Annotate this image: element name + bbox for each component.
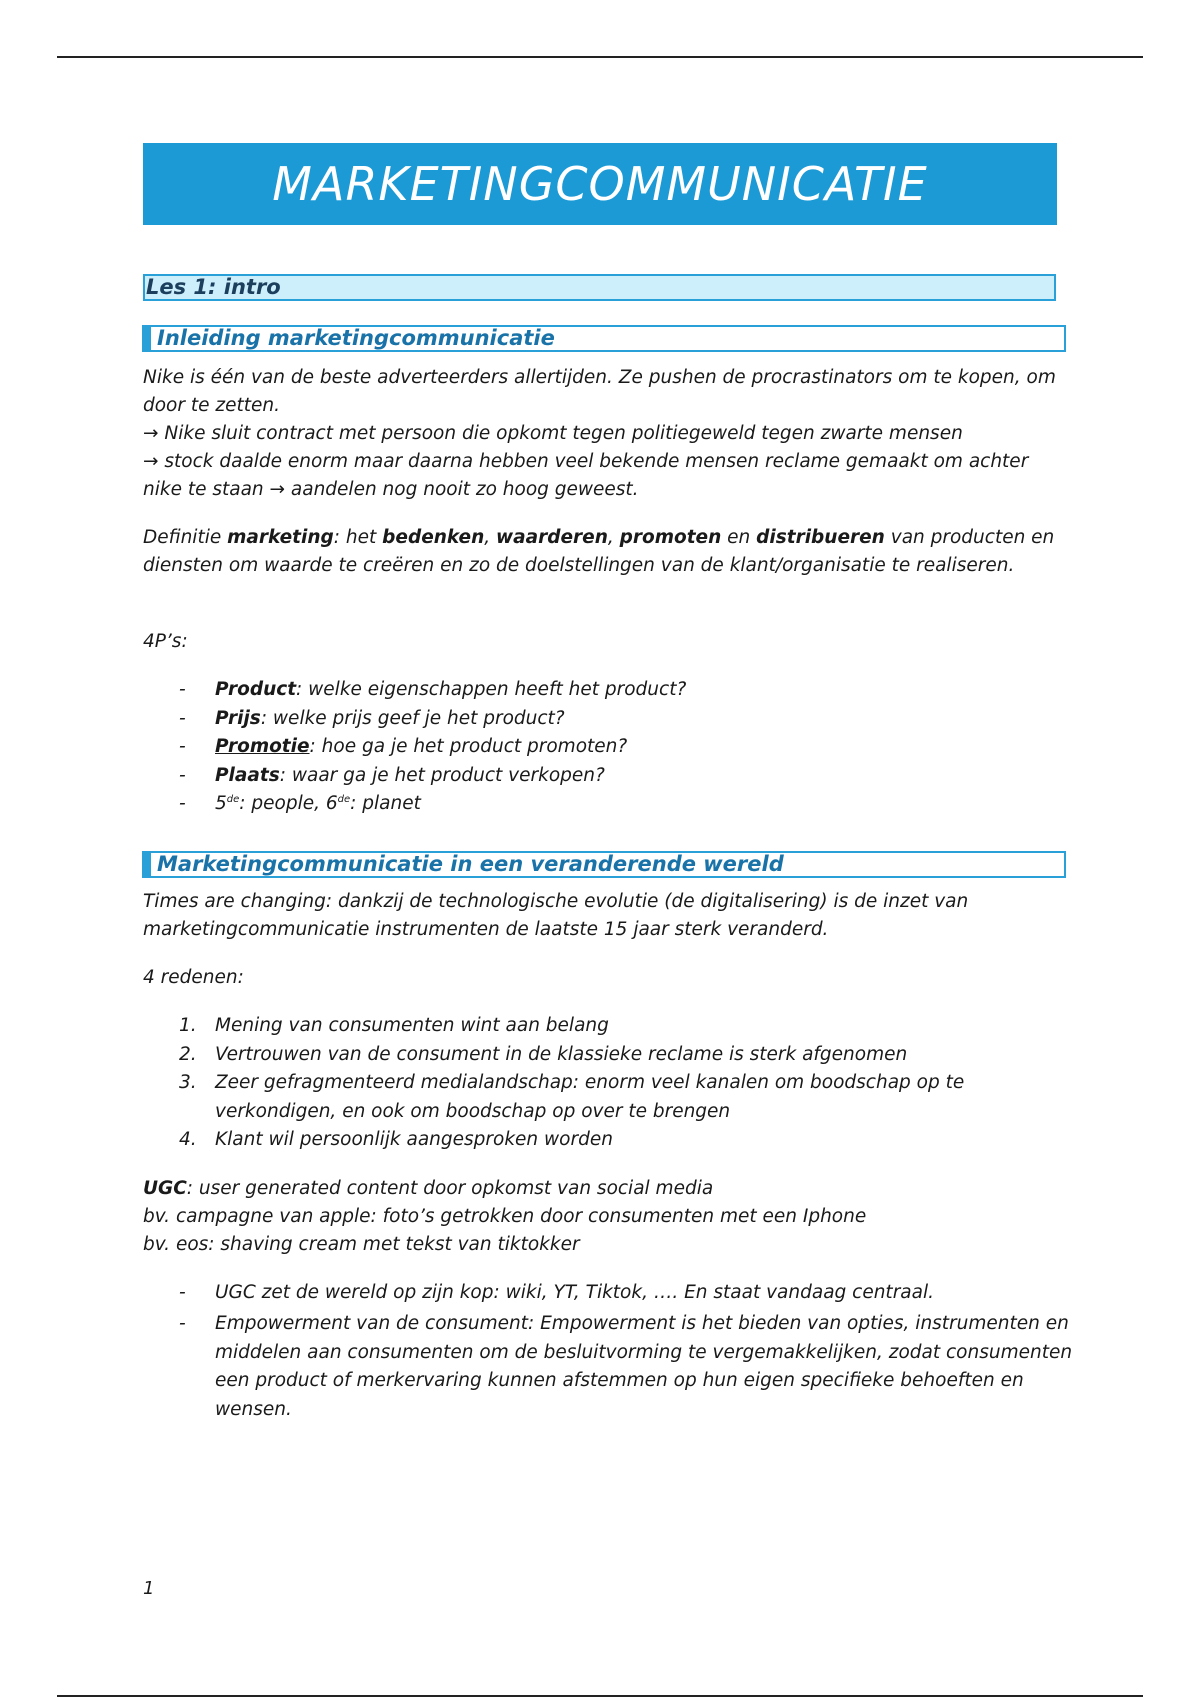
paragraph: → Nike sluit contract met persoon die opkomt tegen politiegeweld tegen zwarte mensen bbox=[143, 423, 963, 444]
lesson-heading: Les 1: intro bbox=[143, 274, 1056, 301]
list-item: - Promotie: hoe ga je het product promoten? bbox=[179, 736, 628, 757]
ps-list bbox=[143, 676, 1073, 819]
list-item: - Plaats: waar ga je het product verkopen? bbox=[179, 764, 605, 786]
paragraph: bv. eos: shaving cream met tekst van tiktokker bbox=[143, 1233, 580, 1255]
list-item: - Product: welke eigenschappen heeft het product? bbox=[179, 679, 687, 700]
definition-paragraph: Definitie marketing: het bedenken, waarderen, promoten en distribueren van producten en diensten om waarde te creëren en zo de doelstellingen van de klant/organisatie te realiseren. bbox=[143, 527, 1055, 576]
list-item: - 5de: people, 6de: planet bbox=[179, 793, 421, 814]
reasons-label: 4 redenen: bbox=[143, 967, 244, 988]
list-item: - Empowerment van de consument: Empowerment is het bieden van opties, instrumenten en middelen aan consumenten om de besluitvorming te vergemakkelijken, zodat consumenten een product of merkervaring kunnen afstemmen op hun eigen specifieke behoeften en wensen. bbox=[179, 1313, 1073, 1420]
section-heading-inleiding: Inleiding marketingcommunicatie bbox=[142, 325, 1066, 352]
ugc-bullets bbox=[143, 1279, 1073, 1425]
list-item: 1. Mening van consumenten wint aan belang bbox=[179, 1015, 609, 1036]
list-item: 4. Klant wil persoonlijk aangesproken worden bbox=[179, 1129, 613, 1150]
list-item: - UGC zet de wereld op zijn kop: wiki, YT, Tiktok, …. En staat vandaag centraal. bbox=[179, 1281, 934, 1303]
reasons-list bbox=[143, 1012, 1073, 1155]
ps-label: 4P’s: bbox=[143, 631, 188, 652]
section-heading-veranderende-wereld: Marketingcommunicatie in een veranderende wereld bbox=[142, 851, 1066, 878]
paragraph: → stock daalde enorm maar daarna hebben veel bekende mensen reclame gemaakt om achter nike te staan → aandelen nog nooit zo hoog geweest. bbox=[143, 451, 1029, 500]
page-number: 1 bbox=[143, 1578, 155, 1599]
bottom-rule bbox=[57, 1695, 1143, 1697]
paragraph: bv. campagne van apple: foto’s getrokken door consumenten met een Iphone bbox=[143, 1205, 867, 1227]
section-inleiding-body bbox=[143, 364, 1073, 819]
list-item: 2. Vertrouwen van de consument in de klassieke reclame is sterk afgenomen bbox=[179, 1043, 908, 1065]
ugc-paragraph: UGC: user generated content door opkomst van social media bbox=[143, 1177, 714, 1199]
document-title: MARKETINGCOMMUNICATIE bbox=[272, 157, 928, 211]
paragraph: Nike is één van de beste adverteerders allertijden. Ze pushen de procrastinators om te kopen, om door te zetten. bbox=[143, 367, 1056, 416]
list-item: - Prijs: welke prijs geef je het product? bbox=[179, 707, 565, 729]
section-wereld-body bbox=[143, 888, 1073, 1424]
title-banner bbox=[143, 143, 1057, 225]
paragraph: Times are changing: dankzij de technologische evolutie (de digitalisering) is de inzet van marketingcommunicatie instrumenten de laatste 15 jaar sterk veranderd. bbox=[143, 891, 969, 940]
top-rule bbox=[57, 56, 1143, 58]
list-item: 3. Zeer gefragmenteerd medialandschap: enorm veel kanalen om boodschap op te verkondigen, en ook om boodschap op over te brengen bbox=[179, 1072, 965, 1122]
